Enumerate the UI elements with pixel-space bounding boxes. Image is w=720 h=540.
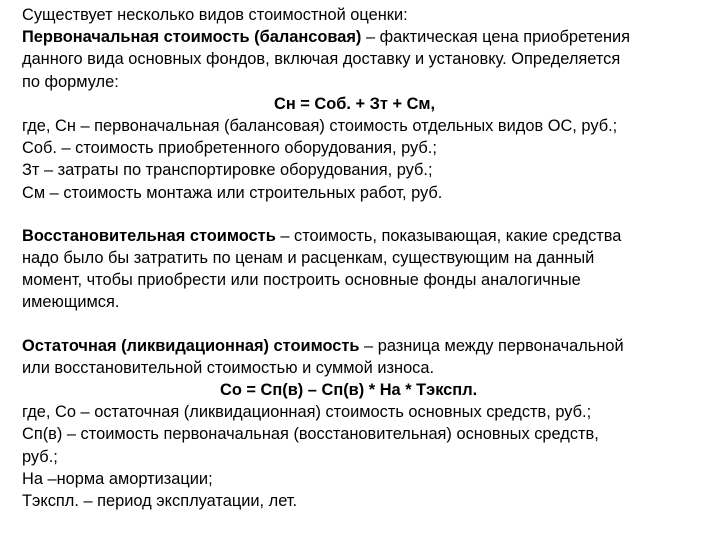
section3-formula: Со = Сп(в) – Сп(в) * На * Тэкспл. <box>220 381 478 400</box>
paragraph-gap <box>22 314 696 335</box>
section1-line1-rest: – фактическая цена приобретения <box>361 28 631 47</box>
section2-term: Восстановительная стоимость <box>22 226 276 245</box>
section1-line3: по формуле: <box>22 72 119 91</box>
section3-where-3: На –норма амортизации; <box>22 469 213 488</box>
section2-line3: момент, чтобы приобрести или построить основные фонды аналогичные <box>22 271 581 290</box>
section1-where-1: Соб. – стоимость приобретенного оборудования, руб.; <box>22 139 437 158</box>
intro-text: Существует несколько видов стоимостной оценки: <box>22 6 408 24</box>
section3-line2: или восстановительной стоимостью и суммой износа. <box>22 358 435 377</box>
section2-line4: имеющимся. <box>22 293 120 312</box>
section2-line1 <box>22 225 696 247</box>
section1-where-3: См – стоимость монтажа или строительных работ, руб. <box>22 183 443 202</box>
section1-where-0: где, Сн – первоначальная (балансовая) стоимость отдельных видов ОС, руб.; <box>22 117 618 136</box>
section2-line1-rest: – стоимость, показывающая, какие средства <box>275 226 622 245</box>
section3-where-0: где, Со – остаточная (ликвидационная) стоимость основных средств, руб.; <box>22 403 592 422</box>
section3-term: Остаточная (ликвидационная) стоимость <box>22 336 360 355</box>
section1-formula: Сн = Соб. + Зт + См, <box>274 94 436 113</box>
section1-term: Первоначальная стоимость (балансовая) <box>22 28 362 47</box>
section1-line1 <box>22 26 696 48</box>
section3-where-4: Тэкспл. – период эксплуатации, лет. <box>22 492 298 511</box>
section1-line2: данного вида основных фондов, включая доставку и установку. Определяется <box>22 50 621 69</box>
section2-line2: надо было бы затратить по ценам и расценкам, существующим на данный <box>22 249 595 268</box>
section3-line1-rest: – разница между первоначальной <box>359 336 624 355</box>
section3-where-2: руб.; <box>22 447 58 466</box>
paragraph-gap <box>22 204 696 225</box>
section3-line1 <box>22 335 696 357</box>
section1-where-2: Зт – затраты по транспортировке оборудования, руб.; <box>22 161 433 180</box>
section3-where-1: Сп(в) – стоимость первоначальная (восстановительная) основных средств, <box>22 425 599 444</box>
